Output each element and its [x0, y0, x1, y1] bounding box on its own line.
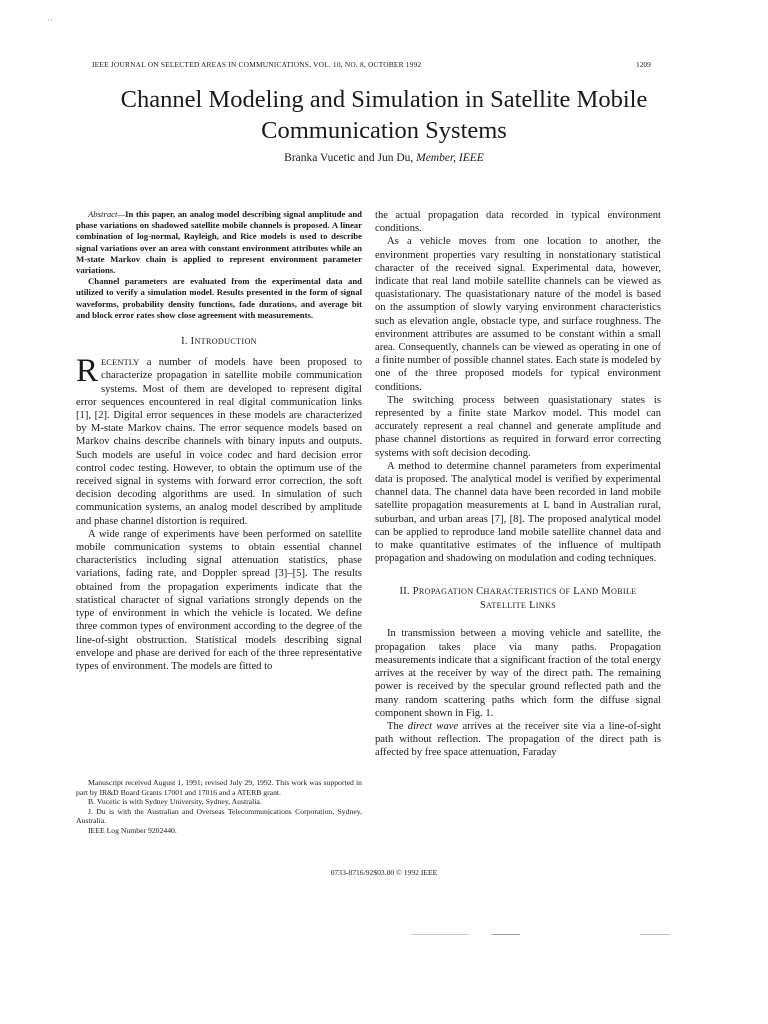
scan-artifact [640, 934, 670, 935]
footnotes [76, 778, 362, 836]
intro-capword: ECENTLY [101, 357, 140, 368]
body-paragraph-3: The switching process between quasistationary states is represented by a finite state Markov model. This model can accurately represent a real channel and generate amplitude and phase channel distortions as required in forward error correcting systems with soft decision decoding. [375, 394, 661, 459]
body-paragraph-2: As a vehicle moves from one location to another, the environment properties vary resulting in nonstationary statistical character of the received signal. Experimental data, however, indicate that real land mobile satellite channels can be viewed as quasistationary. The quasistationary nature of the model is based on the assumption of slowly varying environment characteristics such as elevation angle, obstacle type, and surface roughness. The environment attributes are assumed to be constant within a small area. Consequently, channels can be viewed as operating in one of a finite number of possible channel states. Each state is modeled by one of the three proposed models for typical environment conditions. [375, 236, 661, 393]
footnote-author-2: J. Du is with the Australian and Overseas Telecommunications Corporation, Sydney, Australia. [76, 806, 362, 826]
s2-part: INKS [535, 601, 557, 611]
s2-part: M [598, 586, 611, 598]
scan-corner-mark: ' ' [48, 18, 53, 26]
page-number: 1209 [636, 60, 651, 69]
author-names: Branka Vucetic and Jun Du, [284, 152, 414, 164]
abstract-paragraph-2: Channel parameters are evaluated from the experimental data and utilized to verify a simulation model. Results presented in the form of signal waveforms, probability density functions, fade durations, and average bit and block error rates show close agreement with measurements. [76, 276, 362, 320]
running-header: IEEE JOURNAL ON SELECTED AREAS IN COMMUNICATIONS, VOL. 10, NO. 8, OCTOBER 1992 [92, 60, 422, 69]
s2-part: AND [579, 587, 599, 597]
footnote-author-1: B. Vucetic is with Sydney University, Sydney, Australia. [88, 797, 262, 807]
s2-part: II. P [399, 586, 419, 598]
intro-paragraph-1 [76, 353, 362, 528]
intro-paragraph-2: A wide range of experiments have been performed on satellite mobile communication systems to obtain essential channel characteristics including signal attenuation statistics, phase variations, fading rate, and Doppler spread [3]–[5]. The results obtained from the propagation experiments indicate that the statistical character of signal variations strongly depends on the type of environment in which the vehicle is located. We define three common types of environment according to the degree of the line-of-sight obstruction. Statistical models describing signal envelope and phase are derived for each of the three representative types of environment. The models are fitted to [76, 528, 362, 672]
paper-title [80, 84, 688, 146]
title-line-1: Channel Modeling and Simulation in Satellite Mobile [120, 86, 648, 113]
footnote-manuscript: Manuscript received August 1, 1991; revised July 29, 1992. This work was supported in part by IR&D Board Grants 17001 and 17016 and a ATERB grant. [76, 778, 362, 797]
scan-artifact [492, 934, 520, 935]
s2p2-rest: arrives at the receiver site via a line-of-sight path without reflection. The propagation of the direct path is affected by free space attenuation, Faraday [375, 720, 661, 759]
left-column [76, 209, 362, 673]
copyright-line: 0733-8716/92$03.00 © 1992 IEEE [330, 868, 438, 877]
author-membership: Member, IEEE [416, 152, 484, 164]
s2-part: S [479, 600, 487, 612]
section-2-paragraph-1: In transmission between a moving vehicle and satellite, the propagation takes place via many paths. Propagation measurements indicate that a significant fraction of the total energy arrives at the receiver by way of the direct path. The remaining power is received by the specular ground reflected path and the many random scattering paths which form the diffuse signal component shown in Fig. 1. [375, 628, 661, 719]
s2-part: L [526, 600, 536, 612]
s2p2-start: The [387, 720, 408, 732]
section-1-heading [76, 335, 362, 348]
section-1-numeral: I. I [181, 336, 195, 348]
s2-part: ATELLITE [486, 601, 527, 611]
s2-part: L [570, 586, 580, 598]
s2-part: OBILE [610, 587, 637, 597]
continued-paragraph: the actual propagation data recorded in typical environment conditions. [375, 210, 661, 235]
scan-artifact [410, 934, 470, 935]
abstract-label: Abstract— [88, 209, 126, 219]
drop-cap: R [76, 353, 99, 390]
title-line-2: Communication Systems [261, 117, 507, 144]
abstract-paragraph-1 [76, 209, 362, 276]
author-line [80, 152, 688, 164]
intro-text-1: a number of models have been proposed to characterize propagation in satellite mobile communication systems. Most of them are developed to represent digital error sequences encountered in real digital communication links [1], [2]. Digital error sequences in these models are characterized by M-state Markov chains. The error sequence models based on Markov chains describe channels with binary inputs and outputs. Such models are useful in voice codec and hard decision error control codec testing. However, to obtain the optimum use of the received signal in systems with forward error correction, the soft decision decoding algorithms are used. In simulation of such communication systems, an analog model described by amplitude and phase channel distortion is required. [76, 357, 362, 527]
right-column [375, 209, 661, 760]
footnote-log-number: IEEE Log Number 9202440. [88, 825, 177, 835]
abstract-text-1: In this paper, an analog model describing signal amplitude and phase variations on shadowed satellite mobile channels is proposed. A linear combination of log-normal, Rayleigh, and Rice models is used to describe signal variations over an area with constant environment attributes while an M-state Markov chain is applied to represent environment parameter variations. [76, 209, 362, 276]
body-paragraph-4: A method to determine channel parameters from experimental data is proposed. The analytical model is verified by experimental channel data. The channel data have been recorded in land mobile satellite propagation measurements at L band in Australian rural, suburban, and urban areas [7], [8]. The proposed analytical model can be applied to reproduce land mobile satellite channel data and to make quantitative estimates of the influence of multipath propagation and shadowing on modulation and coding techniques. [375, 460, 661, 565]
section-1-title: NTRODUCTION [194, 337, 257, 347]
s2p2-emphasis: direct wave [407, 720, 459, 732]
section-2-paragraph-2 [375, 720, 661, 760]
s2-part: C [473, 586, 484, 598]
s2-part: HARACTERISTICS OF [483, 587, 571, 597]
s2-part: ROPAGATION [418, 587, 474, 597]
section-2-heading [375, 585, 661, 613]
